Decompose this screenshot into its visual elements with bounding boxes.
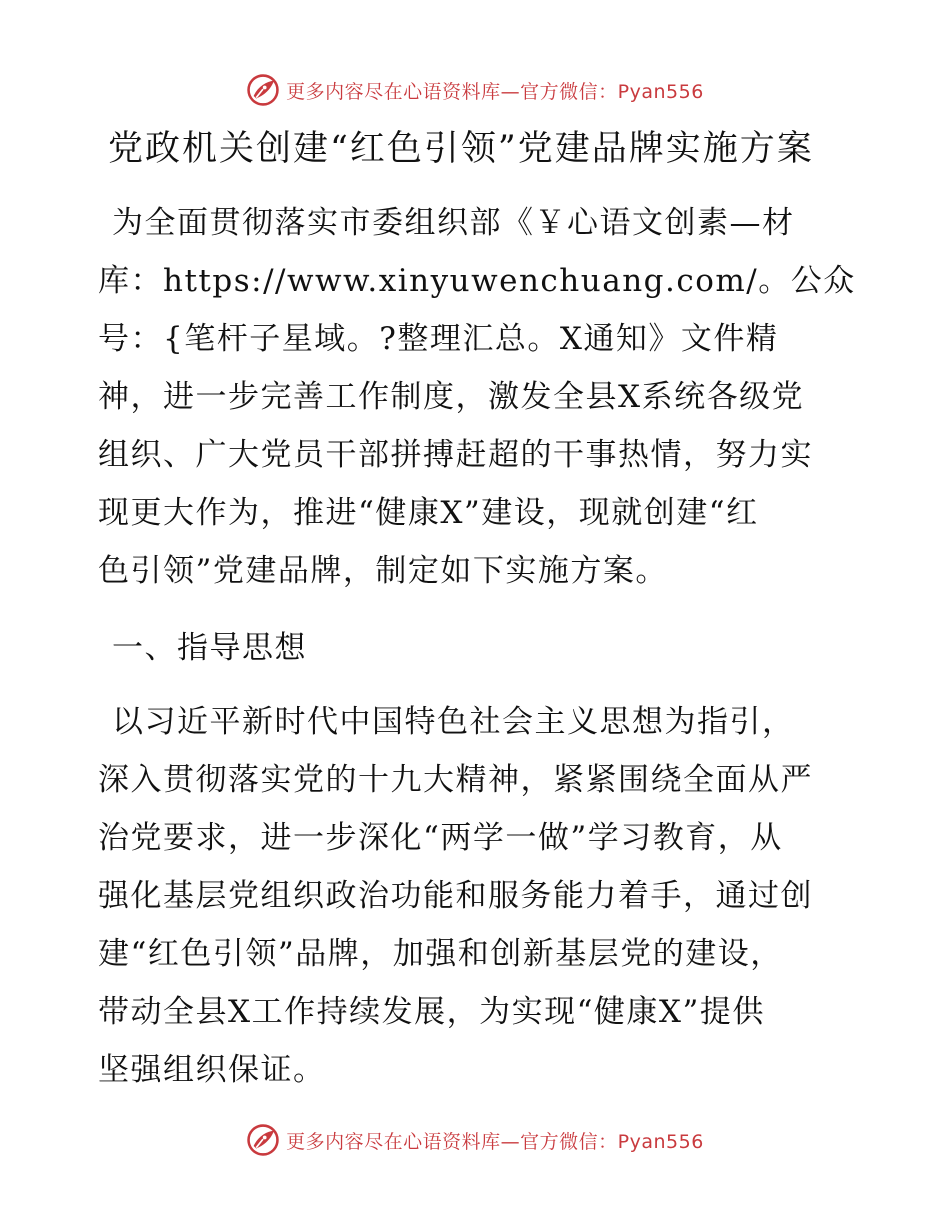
paragraph-line: 现更大作为，推进“健康X”建设，现就创建“红: [98, 495, 759, 531]
paragraph-line: 号：{笔杆子星域。?整理汇总。X通知》文件精: [98, 321, 779, 357]
paragraph-line: 神，进一步完善工作制度，激发全县X系统各级党: [98, 379, 805, 415]
pen-nib-logo-icon: [246, 73, 280, 107]
paragraph-line: 库：https://www.xinyuwenchuang.com/。公众: [98, 263, 856, 299]
paragraph-line: 坚强组织保证。: [98, 1052, 326, 1088]
paragraph-line: 为全面贯彻落实市委组织部《￥心语文创素—材: [112, 205, 795, 241]
paragraph-line: 组织、广大党员干部拼搏赶超的干事热情，努力实: [98, 437, 813, 473]
paragraph-line: 建“红色引领”品牌，加强和创新基层党的建设，: [98, 936, 783, 972]
section-heading-text: 一、指导思想: [112, 630, 307, 666]
header-watermark-banner: [0, 70, 950, 110]
paragraph-line: 以习近平新时代中国特色社会主义思想为指引，: [112, 704, 795, 740]
intro-paragraph: [98, 194, 858, 600]
paragraph-line: 色引领”党建品牌，制定如下实施方案。: [98, 553, 668, 589]
guiding-thought-paragraph: [98, 693, 858, 1099]
paragraph-line: 带动全县X工作持续发展，为实现“健康X”提供: [98, 994, 765, 1030]
paragraph-line: 强化基层党组织政治功能和服务能力着手，通过创: [98, 878, 813, 914]
paragraph-line: 深入贯彻落实党的十九大精神，紧紧围绕全面从严: [98, 762, 813, 798]
watermark-text: 更多内容尽在心语资料库—官方微信：Pyan556: [286, 1130, 704, 1153]
footer-watermark-banner: [0, 1120, 950, 1160]
section-heading: [98, 619, 858, 677]
paragraph-line: 治党要求，进一步深化“两学一做”学习教育，从: [98, 820, 783, 856]
watermark-text: 更多内容尽在心语资料库—官方微信：Pyan556: [286, 80, 704, 103]
document-title: 党政机关创建“红色引领”党建品牌实施方案: [108, 129, 814, 169]
pen-nib-logo-icon: [246, 1123, 280, 1157]
